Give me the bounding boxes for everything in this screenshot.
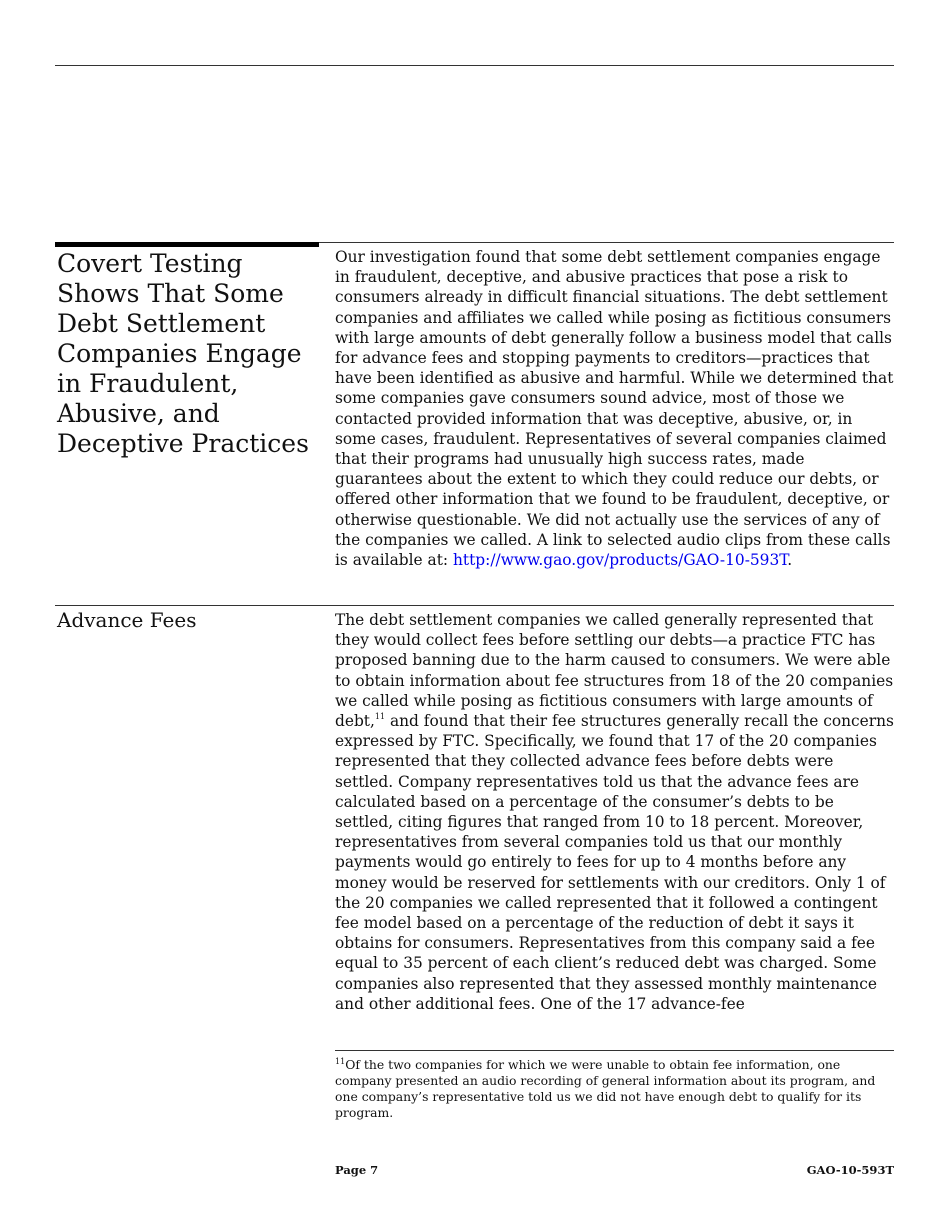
link-trailing-period: . [787,551,793,570]
header-rule [55,65,894,66]
report-id: GAO-10-593T [806,1163,894,1177]
page-number: Page 7 [335,1163,379,1177]
footnote [335,1057,894,1121]
paragraph-text-continued: and found that their fee structures generally recall the concerns expressed by FTC. Specifically, we found that 17 of the 20 companies represented that they collected advance fees before debts were settled. Company representatives told us that the advance fees are calculated based on a percentage of the consumer’s debts to be settled, citing figures that ranged from 10 to 18 percent. Moreover, representatives from several companies told us that our monthly payments would go entirely to fees for up to 4 months before any money would be reserved for settlements with our creditors. Only 1 of the 20 companies we called represented that it followed a contingent fee model based on a percentage of the reduction of debt it says it obtains for consumers. Representatives from this company said a fee equal to 35 percent of each client’s reduced debt was charged. Some companies also represented that they assessed monthly maintenance and other additional fees. One of the 17 advance-fee [335,712,894,1013]
section-paragraph-advance-fees [335,610,894,1014]
section-heading-covert-testing: Covert Testing Shows That Some Debt Settlement Companies Engage in Fraudulent, Abusive, and Deceptive Practices [57,249,309,458]
section-heading-bar [55,242,319,247]
audio-clips-link[interactable]: http://www.gao.gov/products/GAO-10-593T [453,551,788,570]
section-divider [319,242,894,243]
paragraph-text: The debt settlement companies we called generally represented that they would collect fees before settling our debts—a practice FTC has proposed banning due to the harm caused to consumers. We were able to obtain information about fee structures from 18 of the 20 companies we called while posing as fictitious consumers with large amounts of debt, [335,611,894,731]
footnote-reference[interactable]: 11 [374,712,386,722]
paragraph-text: Our investigation found that some debt settlement companies engage in fraudulent, deceptive, and abusive practices that pose a risk to consumers already in difficult financial situations. The debt settlement companies and affiliates we called while posing as fictitious consumers with large amounts of debt generally follow a business model that calls for advance fees and stopping payments to creditors—practices that have been identified as abusive and harmful. While we determined that some companies gave consumers sound advice, most of those we contacted provided information that was deceptive, abusive, or, in some cases, fraudulent. Representatives of several companies claimed that their programs had unusually high success rates, made guarantees about the extent to which they could reduce our debts, or offered other information that we found to be fraudulent, deceptive, or otherwise questionable. We did not actually use the services of any of the companies we called. A link to selected audio clips from these calls is available at: [335,248,894,570]
section-paragraph-covert-testing [335,247,894,570]
footnote-number: 11 [335,1057,346,1066]
footnote-text: Of the two companies for which we were unable to obtain fee information, one company presented an audio recording of general information about its program, and one company’s representative told us we did not have enough debt to qualify for its program. [335,1057,876,1120]
section-heading-advance-fees: Advance Fees [57,608,197,632]
footnote-rule [335,1050,894,1051]
